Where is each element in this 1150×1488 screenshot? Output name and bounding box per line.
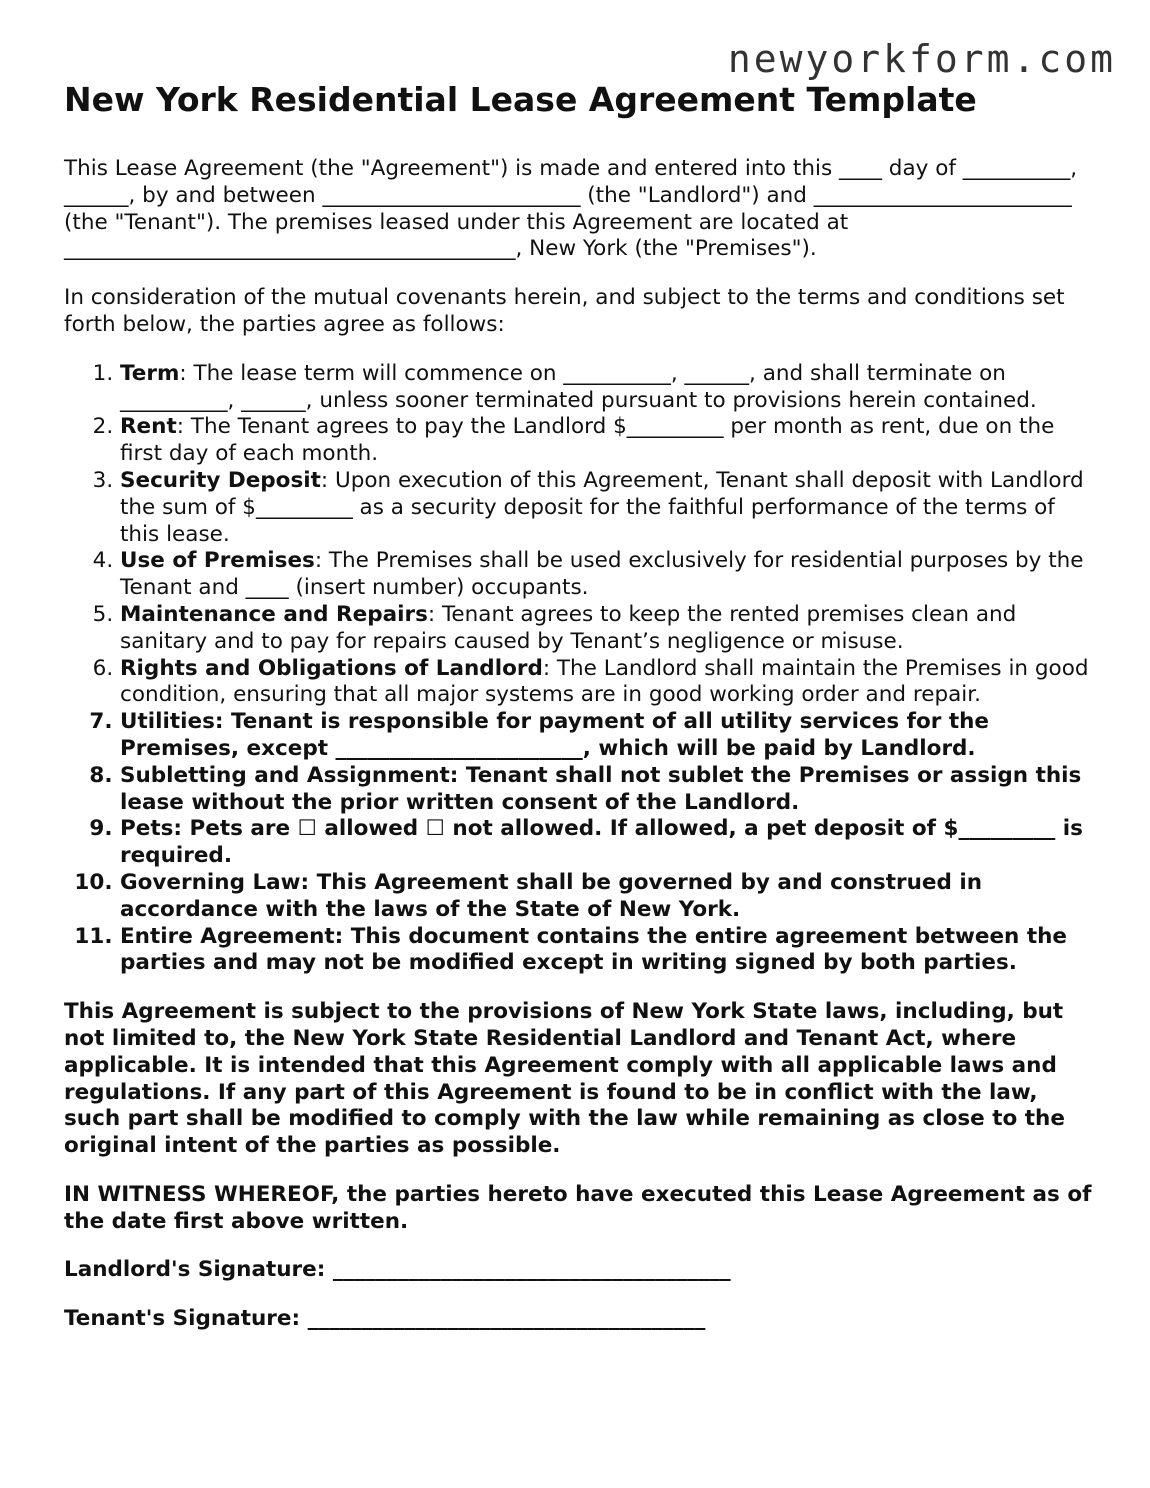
landlord-obligations-text: : The Landlord shall maintain the Premises in good condition, ensuring that all major systems are in good working order and repair.	[120, 655, 1089, 708]
landlord-signature-line: Landlord's Signature: _____________________________________	[64, 1257, 731, 1283]
term-text: : The lease term will commence on __________, ______, and shall terminate on __________, ______, unless sooner terminated pursuant to provisions herein contained.	[120, 360, 1037, 413]
pets-item: 9. Pets: Pets are ☐ allowed ☐ not allowed. If allowed, a pet deposit of $_________ is required.	[120, 816, 1094, 870]
rent-label: Rent	[120, 414, 177, 440]
consideration-paragraph: In consideration of the mutual covenants herein, and subject to the terms and conditions set forth below, the parties agree as follows:	[64, 285, 1065, 337]
terms-list	[64, 361, 1094, 977]
entire-agreement-item: 11. Entire Agreement: This document contains the entire agreement between the parties and may not be modified except in writing signed by both parties.	[120, 924, 1094, 978]
lease-document	[64, 80, 1094, 1355]
maintenance-label: Maintenance and Repairs	[120, 601, 428, 627]
provisions-paragraph: This Agreement is subject to the provisions of New York State laws, including, but not limited to, the New York State Residential Landlord and Tenant Act, where applicable. It is intended that this Agreement comply with all applicable laws and regulations. If any part of this Agreement is found to be in conflict with the law, such part shall be modified to comply with the law while remaining as close to the original intent of the parties as possible.	[64, 999, 1065, 1159]
use-of-premises-item	[120, 548, 1094, 602]
witness-paragraph: IN WITNESS WHEREOF, the parties hereto have executed this Lease Agreement as of the date first above written.	[64, 1181, 1092, 1234]
document-title: New York Residential Lease Agreement Template	[64, 80, 977, 119]
subletting-item: 8. Subletting and Assignment: Tenant shall not sublet the Premises or assign this lease without the prior written consent of the Landlord.	[120, 763, 1094, 817]
security-deposit-label: Security Deposit	[120, 467, 321, 493]
tenant-signature-line: Tenant's Signature: _____________________________________	[64, 1306, 706, 1332]
use-of-premises-text: : The Premises shall be used exclusively for residential purposes by the Tenant and ____ (insert number) occupants.	[120, 548, 1084, 601]
site-watermark: newyorkform.com	[727, 37, 1116, 81]
security-deposit-item	[120, 468, 1094, 548]
rent-item	[120, 414, 1094, 468]
maintenance-item	[120, 602, 1094, 656]
intro-paragraph: This Lease Agreement (the "Agreement") is made and entered into this ____ day of __________, ______, by and between ________________________ (the "Landlord") and ________________________ (the "Tenant"). The premises leased under this Agreement are located at __________________________________________, New York (the "Premises").	[64, 156, 1078, 262]
governing-law-item: 10. Governing Law: This Agreement shall be governed by and construed in accordance with the laws of the State of New York.	[120, 870, 1094, 924]
landlord-obligations-label: Rights and Obligations of Landlord	[120, 655, 543, 681]
landlord-obligations-item	[120, 656, 1094, 710]
use-of-premises-label: Use of Premises	[120, 548, 315, 574]
security-deposit-text: : Upon execution of this Agreement, Tenant shall deposit with Landlord the sum of $_________ as a security deposit for the faithful performance of the terms of this lease.	[120, 467, 1084, 547]
term-item	[120, 361, 1094, 415]
rent-text: : The Tenant agrees to pay the Landlord $_________ per month as rent, due on the first day of each month.	[120, 414, 1055, 467]
term-label: Term	[120, 360, 180, 386]
utilities-item: 7. Utilities: Tenant is responsible for payment of all utility services for the Premises, except _______________________, which will be paid by Landlord.	[120, 709, 1094, 763]
maintenance-text: : Tenant agrees to keep the rented premises clean and sanitary and to pay for repairs caused by Tenant’s negligence or misuse.	[120, 601, 1017, 654]
